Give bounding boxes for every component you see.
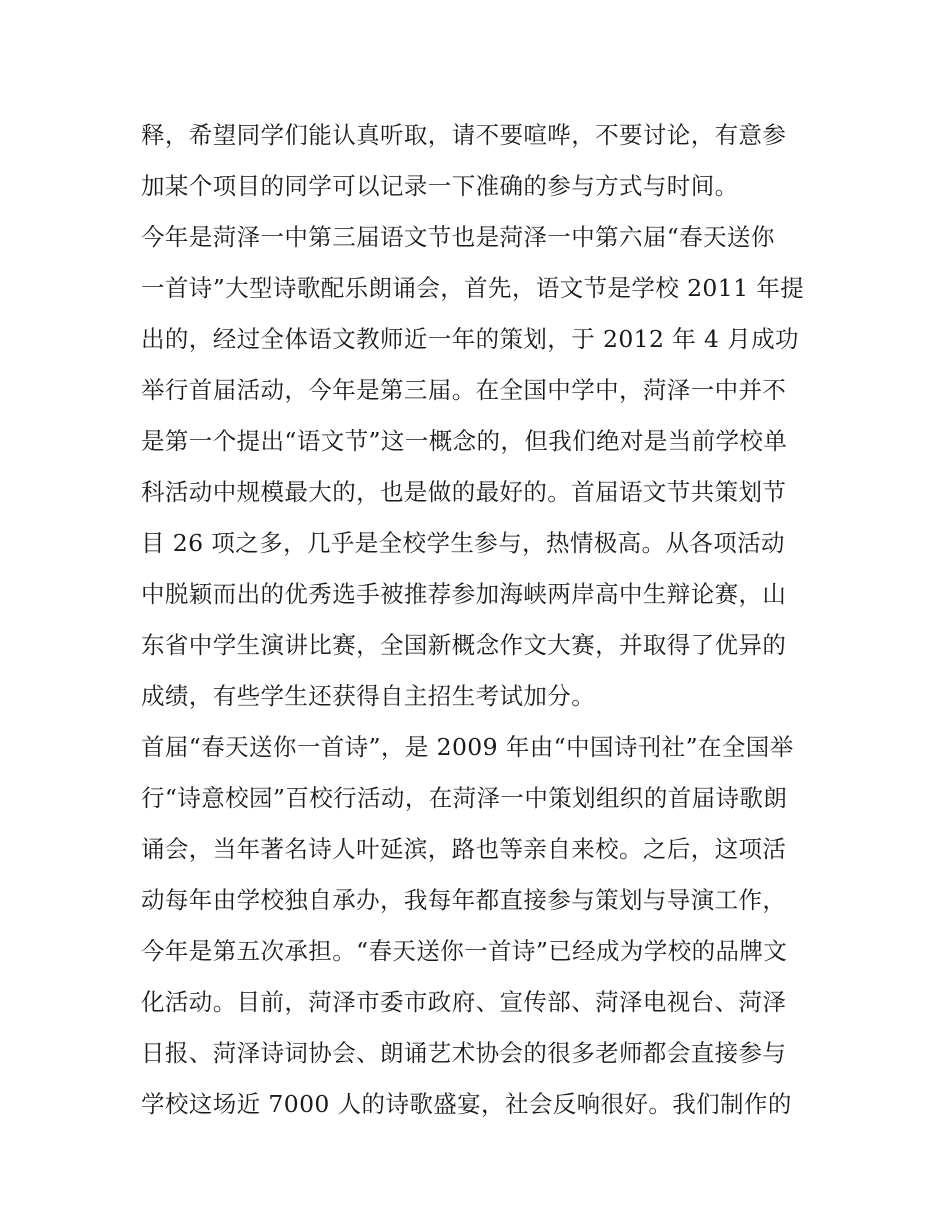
text-line: 化活动。目前，菏泽市委市政府、宣传部、菏泽电视台、菏泽 <box>141 988 787 1016</box>
text-line: 日报、菏泽诗词协会、朗诵艺术协会的很多老师都会直接参与 <box>141 1039 787 1067</box>
text-line: 行“诗意校园”百校行活动，在菏泽一中策划组织的首届诗歌朗 <box>141 784 788 812</box>
text-line: 首届“春天送你一首诗”，是 2009 年由“中国诗刊社”在全国举 <box>141 733 794 761</box>
text-line: 出的，经过全体语文教师近一年的策划，于 2012 年 4 月成功 <box>141 325 799 353</box>
text-line: 动每年由学校独自承办，我每年都直接参与策划与导演工作， <box>141 886 787 914</box>
text-line: 成绩，有些学生还获得自主招生考试加分。 <box>141 682 596 710</box>
text-line: 举行首届活动，今年是第三届。在全国中学中，菏泽一中并不 <box>141 376 787 404</box>
text-line: 科活动中规模最大的，也是做的最好的。首届语文节共策划节 <box>141 478 787 506</box>
text-line: 今年是第五次承担。“春天送你一首诗”已经成为学校的品牌文 <box>141 937 788 965</box>
text-line: 学校这场近 7000 人的诗歌盛宴，社会反响很好。我们制作的 <box>141 1090 792 1118</box>
text-line: 中脱颖而出的优秀选手被推荐参加海峡两岸高中生辩论赛，山 <box>141 580 787 608</box>
text-line: 释，希望同学们能认真听取，请不要喧哗，不要讨论，有意参 <box>141 121 787 149</box>
text-line: 诵会，当年著名诗人叶延滨，路也等亲自来校。之后，这项活 <box>141 835 787 863</box>
document-body <box>141 110 821 1130</box>
text-line: 东省中学生演讲比赛，全国新概念作文大赛，并取得了优异的 <box>141 631 787 659</box>
text-line: 加某个项目的同学可以记录一下准确的参与方式与时间。 <box>141 172 739 200</box>
text-line: 今年是菏泽一中第三届语文节也是菏泽一中第六届“春天送你 <box>141 223 775 251</box>
text-line: 目 26 项之多，几乎是全校学生参与，热情极高。从各项活动 <box>141 529 785 557</box>
text-line: 是第一个提出“语文节”这一概念的，但我们绝对是当前学校单 <box>141 427 788 455</box>
text-line: 一首诗”大型诗歌配乐朗诵会，首先，语文节是学校 2011 年提 <box>141 274 805 302</box>
